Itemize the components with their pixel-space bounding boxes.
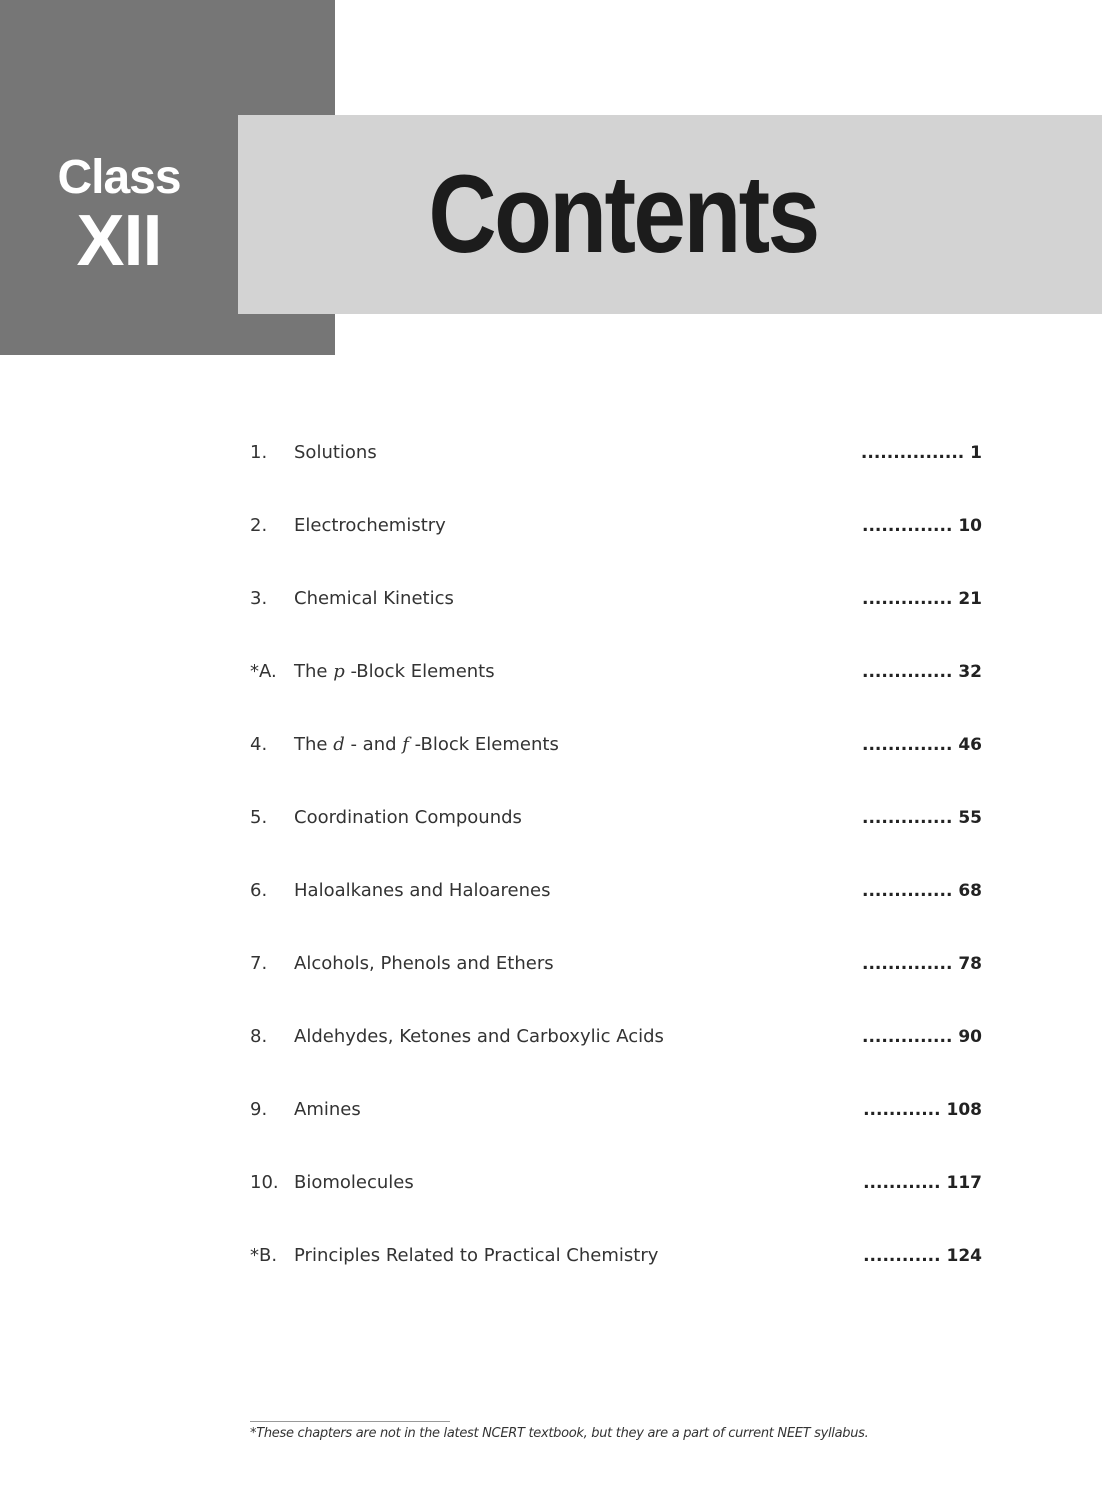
toc-entry-page: .............. 55	[862, 808, 982, 828]
toc-entry-title-text: Principles Related to Practical Chemistry	[294, 1245, 659, 1266]
toc-entry-page: ............ 117	[863, 1173, 982, 1193]
toc-entry-number: 7.	[250, 953, 268, 974]
toc-entry-title	[294, 1099, 361, 1120]
toc-entry-title	[294, 1245, 658, 1266]
class-label: Class	[57, 151, 181, 204]
toc-entry-page: .............. 78	[862, 954, 982, 974]
toc-entry-italic-symbol: f	[402, 734, 409, 755]
footnote-divider	[250, 1421, 450, 1422]
toc-entry-page: ................ 1	[860, 443, 982, 463]
title-band	[238, 115, 1102, 314]
toc-entry	[250, 1233, 982, 1306]
toc-entry-page: .............. 90	[862, 1027, 982, 1047]
toc-entry-title-text: Solutions	[294, 442, 377, 463]
toc-entry	[250, 576, 982, 649]
toc-entry-page: .............. 46	[862, 735, 982, 755]
toc-entry-number: 6.	[250, 880, 268, 901]
toc-entry-title	[294, 953, 554, 974]
toc-entry-number: 1.	[250, 442, 268, 463]
toc-entry	[250, 503, 982, 576]
toc-entry-page: .............. 21	[862, 589, 982, 609]
toc-entry-number: 3.	[250, 588, 268, 609]
toc-entry-title-text: Amines	[294, 1099, 361, 1120]
toc-entry-page: .............. 68	[862, 881, 982, 901]
toc-entry	[250, 1160, 982, 1233]
toc-entry-title-text: Electrochemistry	[294, 515, 446, 536]
toc-entry-number: 10.	[250, 1172, 279, 1193]
footnote: *These chapters are not in the latest NCERT textbook, but they are a part of current NEET syllabus.	[250, 1426, 869, 1441]
toc-entry-title-text: -Block Elements	[344, 661, 495, 682]
toc-entry	[250, 795, 982, 868]
toc-entry-page: .............. 32	[862, 662, 982, 682]
table-of-contents	[250, 430, 982, 1306]
toc-entry-italic-symbol: d	[333, 734, 345, 755]
toc-entry-title-text: Biomolecules	[294, 1172, 414, 1193]
toc-entry-title	[294, 515, 446, 536]
toc-entry-title	[294, 807, 522, 828]
toc-entry-title-text: - and	[344, 734, 403, 755]
toc-entry-number: 9.	[250, 1099, 268, 1120]
toc-entry-title-text: The	[294, 734, 334, 755]
toc-entry	[250, 1014, 982, 1087]
toc-entry-title	[294, 734, 559, 755]
toc-entry-number: *A.	[250, 661, 277, 682]
toc-entry-title	[294, 588, 454, 609]
toc-entry-title	[294, 1172, 414, 1193]
toc-entry-title	[294, 1026, 664, 1047]
toc-entry-title-text: Chemical Kinetics	[294, 588, 454, 609]
class-number: XII	[76, 201, 162, 281]
page-title: Contents	[428, 153, 818, 276]
toc-entry-title-text: -Block Elements	[408, 734, 559, 755]
toc-entry-number: 5.	[250, 807, 268, 828]
toc-entry-italic-symbol: p	[333, 661, 345, 682]
toc-entry-title	[294, 880, 550, 901]
toc-entry-number: 2.	[250, 515, 268, 536]
toc-entry-number: 4.	[250, 734, 268, 755]
toc-entry-page: ............ 108	[863, 1100, 982, 1120]
toc-entry-title	[294, 442, 377, 463]
toc-entry-number: 8.	[250, 1026, 268, 1047]
toc-entry	[250, 722, 982, 795]
toc-entry-title-text: The	[294, 661, 334, 682]
toc-entry-page: ............ 124	[863, 1246, 982, 1266]
toc-entry-title-text: Haloalkanes and Haloarenes	[294, 880, 551, 901]
toc-entry-title-text: Alcohols, Phenols and Ethers	[294, 953, 554, 974]
toc-entry	[250, 649, 982, 722]
toc-entry	[250, 868, 982, 941]
toc-entry-page: .............. 10	[862, 516, 982, 536]
toc-entry-title-text: Aldehydes, Ketones and Carboxylic Acids	[294, 1026, 664, 1047]
toc-entry-title-text: Coordination Compounds	[294, 807, 522, 828]
toc-entry	[250, 1087, 982, 1160]
toc-entry	[250, 430, 982, 503]
toc-entry-title	[294, 661, 495, 682]
toc-entry	[250, 941, 982, 1014]
toc-entry-number: *B.	[250, 1245, 278, 1266]
